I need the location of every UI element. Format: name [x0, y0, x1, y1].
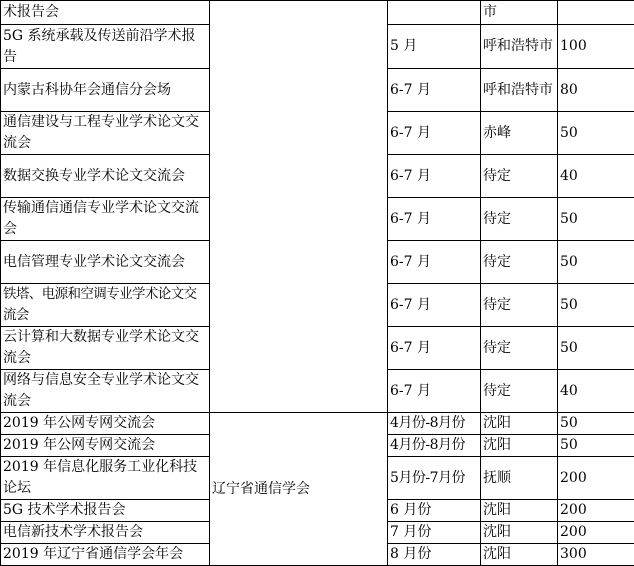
activity-place-cell: 呼和浩特市 — [481, 69, 558, 112]
activity-people-cell: 40 — [558, 155, 634, 198]
activity-people-cell: 40 — [558, 370, 634, 413]
activity-people-cell: 200 — [558, 457, 634, 500]
activity-people-cell: 300 — [558, 544, 634, 566]
activity-people-cell: 50 — [558, 413, 634, 435]
activity-time-cell: 6-7 月 — [388, 198, 481, 241]
activity-place-cell: 呼和浩特市 — [481, 25, 558, 69]
activity-name-cell: 电信管理专业学术论文交流会 — [1, 241, 210, 284]
activity-name-cell: 2019 年公网专网交流会 — [1, 413, 210, 435]
activity-people-cell — [558, 1, 634, 25]
activity-place-cell: 沈阳 — [481, 522, 558, 544]
activity-people-cell: 50 — [558, 327, 634, 370]
activity-place-cell: 沈阳 — [481, 544, 558, 566]
activity-time-cell — [388, 1, 481, 25]
activity-time-cell: 6-7 月 — [388, 241, 481, 284]
activity-name-cell: 2019 年信息化服务工业化科技论坛 — [1, 457, 210, 500]
activity-place-cell: 市 — [481, 1, 558, 25]
activity-people-cell: 50 — [558, 435, 634, 457]
activity-time-cell: 6 月份 — [388, 500, 481, 522]
organizer-cell: 辽宁省通信学会 — [210, 413, 388, 566]
activity-time-cell: 8 月份 — [388, 544, 481, 566]
activity-name-cell: 电信新技术学术报告会 — [1, 522, 210, 544]
activity-place-cell: 赤峰 — [481, 112, 558, 155]
activity-place-cell: 待定 — [481, 327, 558, 370]
activity-time-cell: 4月份-8月份 — [388, 413, 481, 435]
activity-people-cell: 200 — [558, 500, 634, 522]
activity-time-cell: 5 月 — [388, 25, 481, 69]
activity-name-cell: 5G 系统承载及传送前沿学术报告 — [1, 25, 210, 69]
activity-people-cell: 50 — [558, 241, 634, 284]
activity-place-cell: 待定 — [481, 198, 558, 241]
activity-name-cell: 通信建设与工程专业学术论文交流会 — [1, 112, 210, 155]
activity-people-cell: 50 — [558, 112, 634, 155]
activity-time-cell: 6-7 月 — [388, 284, 481, 327]
activity-time-cell: 6-7 月 — [388, 327, 481, 370]
activity-name-cell: 2019 年辽宁省通信学会年会 — [1, 544, 210, 566]
activity-place-cell: 待定 — [481, 155, 558, 198]
activity-people-cell: 100 — [558, 25, 634, 69]
activity-time-cell: 4月份-8月份 — [388, 435, 481, 457]
activity-place-cell: 沈阳 — [481, 413, 558, 435]
activity-table-body — [1, 1, 634, 566]
activity-time-cell: 7 月份 — [388, 522, 481, 544]
activity-name-cell: 数据交换专业学术论文交流会 — [1, 155, 210, 198]
activity-place-cell: 沈阳 — [481, 435, 558, 457]
activity-name-cell: 云计算和大数据专业学术论文交流会 — [1, 327, 210, 370]
table-row — [1, 1, 634, 25]
activity-time-cell: 6-7 月 — [388, 112, 481, 155]
activity-name-cell: 2019 年公网专网交流会 — [1, 435, 210, 457]
activity-name-cell: 5G 技术学术报告会 — [1, 500, 210, 522]
activity-time-cell: 5月份-7月份 — [388, 457, 481, 500]
activity-name-cell: 铁塔、电源和空调专业学术论文交流会 — [1, 284, 210, 327]
activity-name-cell: 网络与信息安全专业学术论文交流会 — [1, 370, 210, 413]
activity-people-cell: 200 — [558, 522, 634, 544]
activity-place-cell: 抚顺 — [481, 457, 558, 500]
activity-time-cell: 6-7 月 — [388, 69, 481, 112]
activity-name-cell: 传输通信通信专业学术论文交流会 — [1, 198, 210, 241]
activity-name-cell: 内蒙古科协年会通信分会场 — [1, 69, 210, 112]
activity-place-cell: 待定 — [481, 241, 558, 284]
organizer-cell — [210, 1, 388, 413]
activity-people-cell: 50 — [558, 284, 634, 327]
activity-place-cell: 待定 — [481, 284, 558, 327]
activity-time-cell: 6-7 月 — [388, 155, 481, 198]
activity-time-cell: 6-7 月 — [388, 370, 481, 413]
activity-people-cell: 80 — [558, 69, 634, 112]
table-row — [1, 413, 634, 435]
activity-people-cell: 50 — [558, 198, 634, 241]
activity-place-cell: 沈阳 — [481, 500, 558, 522]
activity-place-cell: 待定 — [481, 370, 558, 413]
activity-name-cell: 术报告会 — [1, 1, 210, 25]
